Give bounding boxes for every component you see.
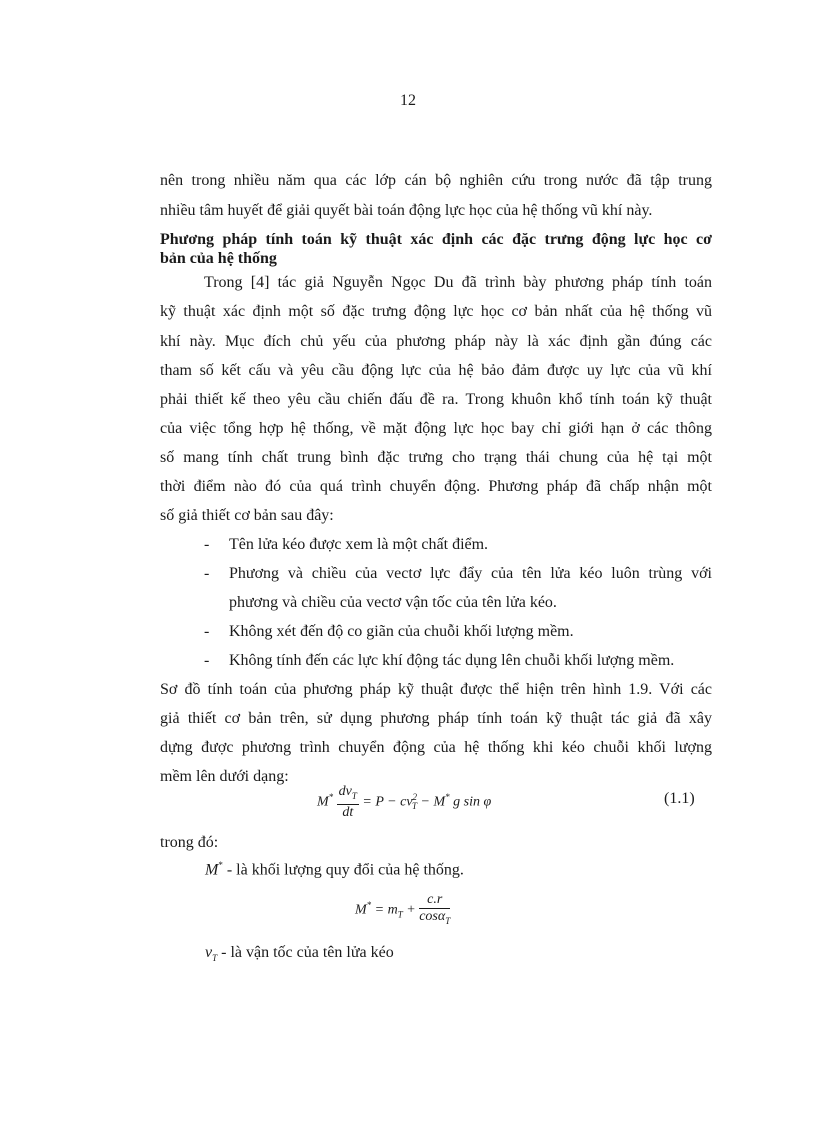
paragraph-line: nên trong nhiều năm qua các lớp cán bộ nghiên cứu trong nước đã tập trung xyxy=(160,172,712,189)
paragraph-line: phải thiết kế theo yêu cầu chiến đấu đề ra. Trong khuôn khổ tính toán kỹ thuật xyxy=(160,391,712,408)
bullet-item: Không tính đến các lực khí động tác dụng lên chuỗi khối lượng mềm. xyxy=(229,652,675,669)
equation-number: (1.1) xyxy=(664,790,695,807)
paragraph-line: số giả thiết cơ bản sau đây: xyxy=(160,507,334,524)
paragraph-line: Sơ đồ tính toán của phương pháp kỹ thuật được thể hiện trên hình 1.9. Với các xyxy=(160,681,712,698)
paragraph-line: giả thiết cơ bản trên, sử dụng phương pháp tính toán kỹ thuật tác giả đã xây xyxy=(160,710,712,727)
equation-fraction: $\frac{c.r}{\cos\alpha_T}$ xyxy=(419,892,451,926)
section-heading: bản của hệ thống xyxy=(160,250,277,267)
bullet-item: Tên lửa kéo được xem là một chất điểm. xyxy=(229,536,489,553)
equation-fraction: $\frac{dv_T}{dt}$ xyxy=(338,784,357,820)
paragraph-line: số mang tính chất trung bình đặc trưng cho trạng thái chung của hệ tại một xyxy=(160,449,712,466)
bullet-marker: - xyxy=(204,623,210,640)
page-number: 12 xyxy=(400,92,416,109)
where-label: trong đó: xyxy=(160,834,219,851)
bullet-item: Không xét đến độ co giãn của chuỗi khối lượng mềm. xyxy=(229,623,574,640)
equation-motion: M* $\frac{dv_T}{dt}$ = $P - cv^2_T - M^*$ g sin φ xyxy=(317,784,492,820)
paragraph-line: mềm lên dưới dạng: xyxy=(160,768,289,785)
paragraph-line: Trong [4] tác giả Nguyễn Ngọc Du đã trình bày phương pháp tính toán xyxy=(204,274,712,291)
bullet-marker: - xyxy=(204,652,210,669)
section-heading: Phương pháp tính toán kỹ thuật xác định các đặc trưng động lực học cơ xyxy=(160,231,712,248)
bullet-marker: - xyxy=(204,536,210,553)
paragraph-line: dựng được phương trình chuyển động của hệ thống khi kéo chuỗi khối lượng xyxy=(160,739,712,756)
definition-mass: M* - là khối lượng quy đổi của hệ thống. xyxy=(205,860,464,879)
paragraph-line: nhiều tâm huyết để giải quyết bài toán động lực học của hệ thống vũ khí này. xyxy=(160,202,653,219)
paragraph-line: kỹ thuật xác định một số đặc trưng động lực học cơ bản nhất của hệ thống vũ xyxy=(160,303,712,320)
paragraph-line: tham số kết cấu và yêu cầu động lực của hệ bảo đảm được uy lực của vũ khí xyxy=(160,362,712,379)
equation-reduced-mass: $M^* = m_T$ + $\frac{c.r}{\cos\alpha_T}$ xyxy=(355,892,450,929)
definition-velocity: $v_T$ - là vận tốc của tên lửa kéo xyxy=(205,944,394,964)
bullet-item: Phương và chiều của vectơ lực đẩy của tên lửa kéo luôn trùng với xyxy=(229,565,712,582)
bullet-marker: - xyxy=(204,565,210,582)
paragraph-line: thời điểm nào đó của quá trình chuyển động. Phương pháp đã chấp nhận một xyxy=(160,478,712,495)
paragraph-line: khí này. Mục đích chủ yếu của phương pháp này là xác định gần đúng các xyxy=(160,333,712,350)
paragraph-line: của việc tổng hợp hệ thống, về mặt động lực học bay chỉ giới hạn ở các thông xyxy=(160,420,712,437)
bullet-item: phương và chiều của vectơ vận tốc của tên lửa kéo. xyxy=(229,594,557,611)
